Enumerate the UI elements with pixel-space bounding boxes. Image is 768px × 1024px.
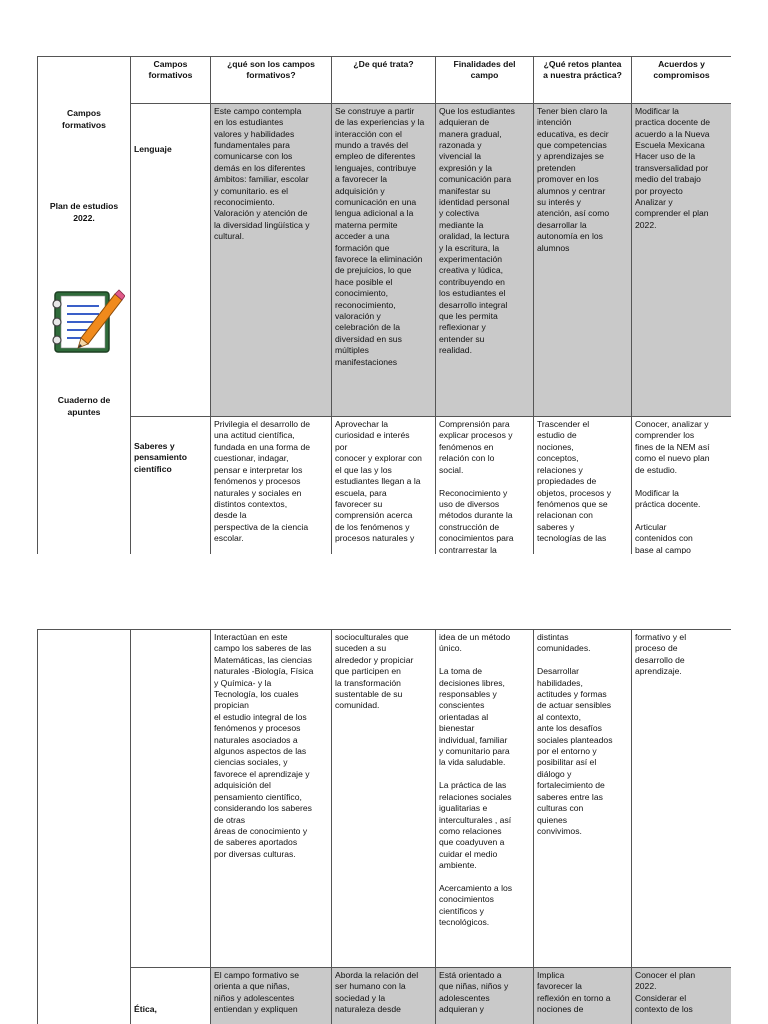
notebook-pencil-icon bbox=[45, 286, 125, 356]
table-row bbox=[38, 103, 732, 416]
table-cell: Conocer el plan 2022. Considerar el contexto de los bbox=[632, 968, 732, 1024]
header-campos: Campos formativos bbox=[131, 57, 211, 104]
header-que-son: ¿qué son los campos formativos? bbox=[211, 57, 332, 104]
table-row bbox=[38, 417, 732, 554]
table-cell: Este campo contempla en los estudiantes valores y habilidades fundamentales para comunicarse con los demás en los diferentes ámbitos: familiar, escolar y comunitario. es el reconocimiento. Valoración y atención de la diversidad lingüística y cultural. bbox=[211, 103, 332, 416]
table-cell: idea de un método único. La toma de decisiones libres, responsables y conscientes orientadas al bienestar individual, familiar y comunitario para la vida saludable. La práctica de las relaciones sociales igualitarias e interculturales , así como relaciones que coadyuven a cuidar el medio ambiente. Acercamiento a los conocimientos científicos y tecnológicos. bbox=[436, 630, 534, 968]
table-cell: Privilegia el desarrollo de una actitud científica, fundada en una forma de cuestionar, indagar, pensar e interpretar los fenómenos y procesos naturales y sociales en distintos contextos, desde la perspectiva de la ciencia escolar. bbox=[211, 417, 332, 554]
fields-table-continued bbox=[37, 629, 731, 1024]
sidebar-caption: Cuaderno de apuntes bbox=[57, 395, 111, 417]
table-cell: socioculturales que suceden a su alrededor y propiciar que participen en la transformación sustentable de su comunidad. bbox=[332, 630, 436, 968]
table-cell: Está orientado a que niñas, niños y adolescentes adquieran y bbox=[436, 968, 534, 1024]
header-acuerdos: Acuerdos y compromisos bbox=[632, 57, 732, 104]
table-cell: El campo formativo se orienta a que niñas, niños y adolescentes entiendan y expliquen bbox=[211, 968, 332, 1024]
header-de-que-trata: ¿De qué trata? bbox=[332, 57, 436, 104]
table-cell: Se construye a partir de las experiencias y la interacción con el mundo a través del empleo de diferentes lenguajes, contribuye a favorecer la adquisición y comunicación en una lengua adicional a la materna permite acceder a una formación que favorece la eliminación de prejuicios, lo que hace posible el conocimiento, reconocimiento, valoración y celebración de la diversidad en sus múltiples manifestaciones bbox=[332, 103, 436, 416]
table-row bbox=[38, 630, 732, 968]
table-cell: distintas comunidades. Desarrollar habilidades, actitudes y formas de actuar sensibles al contexto, ante los desafíos sociales planteados por el entorno y posibilitar así el diálogo y fortalecimiento de saberes entre las culturas con quienes convivimos. bbox=[534, 630, 632, 968]
table-cell: Modificar la practica docente de acuerdo a la Nueva Escuela Mexicana Hacer uso de la transversalidad por medio del trabajo por proyecto Analizar y comprender el plan 2022. bbox=[632, 103, 732, 416]
row-label-etica: Ética, bbox=[131, 968, 211, 1024]
sidebar-title: Campos formativos bbox=[62, 108, 106, 130]
table-cell: Conocer, analizar y comprender los fines de la NEM así como el nuevo plan de estudio. Modificar la práctica docente. Articular contenidos con base al campo bbox=[632, 417, 732, 554]
header-finalidades: Finalidades del campo bbox=[436, 57, 534, 104]
table-cell: Implica favorecer la reflexión en torno a nociones de bbox=[534, 968, 632, 1024]
row-label-saberes: Saberes y pensamiento científico bbox=[131, 417, 211, 554]
fields-table bbox=[37, 56, 731, 554]
table-cell: Aprovechar la curiosidad e interés por conocer y explorar con el que las y los estudiantes llegan a la escuela, para favorecer su comprensión acerca de los fenómenos y procesos naturales y bbox=[332, 417, 436, 554]
table-cell: Aborda la relación del ser humano con la sociedad y la naturaleza desde bbox=[332, 968, 436, 1024]
row-label-lenguaje: Lenguaje bbox=[131, 103, 211, 416]
table-row bbox=[38, 968, 732, 1024]
table-cell: Trascender el estudio de nociones, conceptos, relaciones y propiedades de objetos, procesos y fenómenos que se relacionan con saberes y tecnologías de las bbox=[534, 417, 632, 554]
header-retos: ¿Qué retos plantea a nuestra práctica? bbox=[534, 57, 632, 104]
table-cell: Que los estudiantes adquieran de manera gradual, razonada y vivencial la expresión y la comunicación para manifestar su identidad personal y colectiva mediante la oralidad, la lectura y la escritura, la experimentación creativa y lúdica, contribuyendo en los estudiantes el desarrollo integral que les permita reflexionar y entender su realidad. bbox=[436, 103, 534, 416]
table-cell: Comprensión para explicar procesos y fenómenos en relación con lo social. Reconocimiento y uso de diversos métodos durante la construcción de conocimientos para contrarrestar la bbox=[436, 417, 534, 554]
table-cell: Interactúan en este campo los saberes de las Matemáticas, las ciencias naturales -Biología, Física y Química- y la Tecnología, los cuales propician el estudio integral de los fenómenos y procesos naturales asociados a algunos aspectos de las ciencias sociales, y favorece el aprendizaje y adquisición del pensamiento científico, considerando los saberes de otras áreas de conocimiento y de saberes aportados por diversas culturas. bbox=[211, 630, 332, 968]
table-cell: formativo y el proceso de desarrollo de aprendizaje. bbox=[632, 630, 732, 968]
sidebar-plan: Plan de estudios 2022. bbox=[49, 201, 119, 223]
table-page-1 bbox=[37, 56, 731, 554]
table-page-2 bbox=[37, 629, 731, 1024]
table-cell: Tener bien claro la intención educativa, es decir que competencias y aprendizajes se pretenden promover en los alumnos y centrar su interés y atención, así como desarrollar la autonomía en los alumnos bbox=[534, 103, 632, 416]
sidebar-cell bbox=[38, 57, 131, 555]
sidebar-cell-continued bbox=[38, 630, 131, 1024]
row-label-empty bbox=[131, 630, 211, 968]
